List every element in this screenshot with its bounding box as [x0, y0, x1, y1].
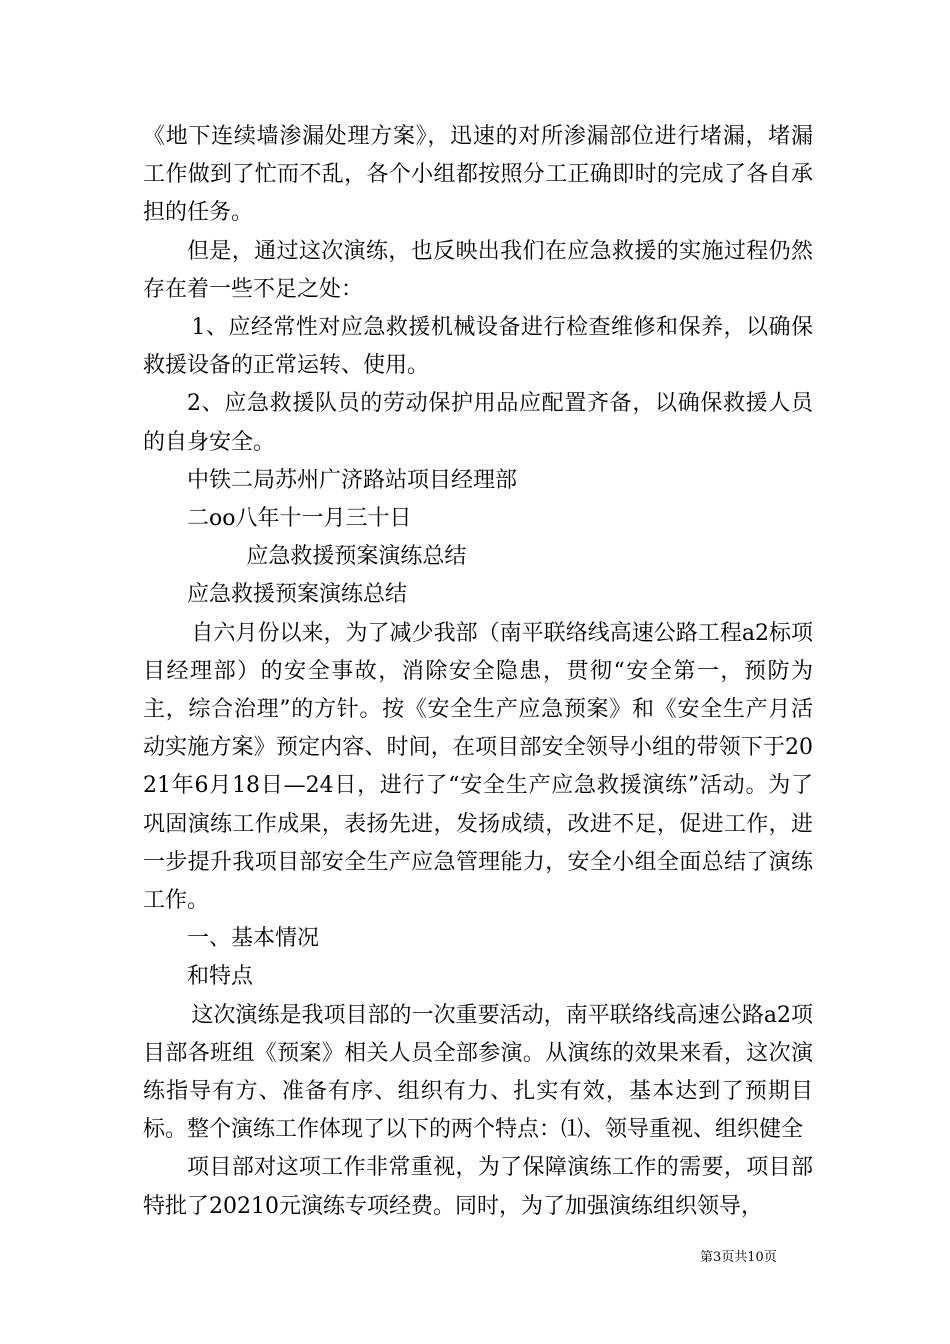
paragraph-2: 但是，通过这次演练，也反映出我们在应急救援的实施过程仍然存在着一些不足之处：	[143, 238, 813, 302]
paragraph-3: 1、应经常性对应急救援机械设备进行检查维修和保养，以确保救援设备的正常运转、使用。	[143, 315, 813, 379]
paragraph-funding: 项目部对这项工作非常重视，为了保障演练工作的需要，项目部特批了20210元演练专项经费。同时，为了加强演练组织领导，	[143, 1155, 813, 1219]
paragraph-intro: 自六月份以来，为了减少我部（南平联络线高速公路工程a2标项目经理部）的安全事故，消除安全隐患，贯彻“安全第一，预防为主，综合治理”的方针。按《安全生产应急预案》和《安全生产月活动实施方案》预定内容、时间，在项目部安全领导小组的带领下于2021年6月18日—24日，进行了“安全生产应急救援演练”活动。为了巩固演练工作成果，表扬先进，发扬成绩，改进不足，促进工作，进一步提升我项目部安全生产应急管理能力，安全小组全面总结了演练工作。	[143, 620, 813, 914]
paragraph-drill-summary: 这次演练是我项目部的一次重要活动，南平联络线高速公路a2项目部各班组《预案》相关人员全部参演。从演练的效果来看，这次演练指导有方、准备有序、组织有力、扎实有效，基本达到了预期目标。整个演练工作体现了以下的两个特点：⑴、领导重视、组织健全	[143, 1002, 813, 1143]
signature-organization: 中铁二局苏州广济路站项目经理部	[187, 467, 518, 493]
signature-date: 二oo八年十一月三十日	[187, 506, 412, 532]
paragraph-4: 2、应急救援队员的劳动保护用品应配置齐备，以确保救援人员的自身安全。	[143, 391, 813, 455]
section-subtitle: 应急救援预案演练总结	[187, 582, 408, 608]
page-number-footer: 第3页共10页	[700, 1250, 777, 1265]
document-body	[143, 118, 813, 1226]
paragraph-1: 《地下连续墙渗漏处理方案》，迅速的对所渗漏部位进行堵漏，堵漏工作做到了忙而不乱，各个小组都按照分工正确即时的完成了各自承担的任务。	[143, 124, 813, 226]
heading-basic-situation: 一、基本情况	[187, 926, 320, 952]
section-title: 应急救援预案演练总结	[246, 544, 467, 570]
heading-characteristics: 和特点	[187, 964, 254, 990]
